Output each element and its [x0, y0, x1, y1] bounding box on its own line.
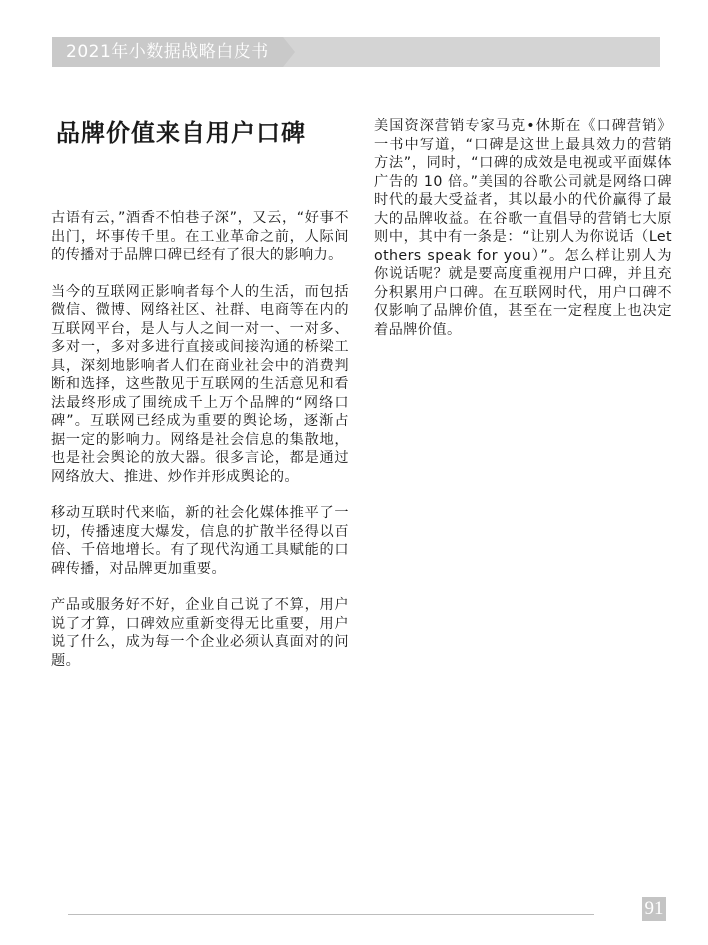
paragraph: 产品或服务好不好，企业自己说了不算，用户说了才算，口碑效应重新变得无比重要，用户说了什么，成为每一个企业必须认真面对的问题。: [51, 597, 349, 669]
paragraph: 移动互联时代来临，新的社会化媒体推平了一切，传播速度大爆发，信息的扩散半径得以百倍、千倍地增长。有了现代沟通工具赋能的口碑传播，对品牌更加重要。: [51, 505, 349, 577]
right-column: [374, 117, 672, 357]
footer-rule: [68, 914, 594, 915]
page-number: 91: [642, 897, 666, 921]
article-title: 品牌价值来自用户口碑: [56, 119, 306, 147]
paragraph: 古语有云，”酒香不怕巷子深”，又云，“好事不出门，坏事传千里。在工业革命之前，人际间的传播对于品牌口碑已经有了很大的影响力。: [51, 210, 349, 263]
left-column: [51, 209, 349, 688]
running-header: 2021年小数据战略白皮书: [52, 37, 283, 67]
paragraph: 美国资深营销专家马克•休斯在《口碑营销》一书中写道，“口碑是这世上最具效力的营销方法”，同时，“口碑的成效是电视或平面媒体广告的 10 倍。”美国的谷歌公司就是网络口碑时代的最大受益者，其以最小的代价赢得了最大的品牌收益。在谷歌一直倡导的营销七大原则中，其中有一条是：“让别人为你说话（Let others speak for you）”。怎么样让别人为你说话呢？就是要高度重视用户口碑，并且充分积累用户口碑。在互联网时代，用户口碑不仅影响了品牌价值，甚至在一定程度上也决定着品牌价值。: [374, 118, 672, 338]
paragraph: 当今的互联网正影响者每个人的生活，而包括微信、微博、网络社区、社群、电商等在内的互联网平台，是人与人之间一对一、一对多、多对一，多对多进行直接或间接沟通的桥梁工具，深刻地影响者人们在商业社会中的消费判断和选择，这些散见于互联网的生活意见和看法最终形成了围统成千上万个品牌的“网络口碑”。互联网已经成为重要的舆论场，逐渐占据一定的影响力。网络是社会信息的集散地，也是社会舆论的放大器。很多言论，都是通过网络放大、推进、炒作并形成舆论的。: [51, 283, 349, 485]
